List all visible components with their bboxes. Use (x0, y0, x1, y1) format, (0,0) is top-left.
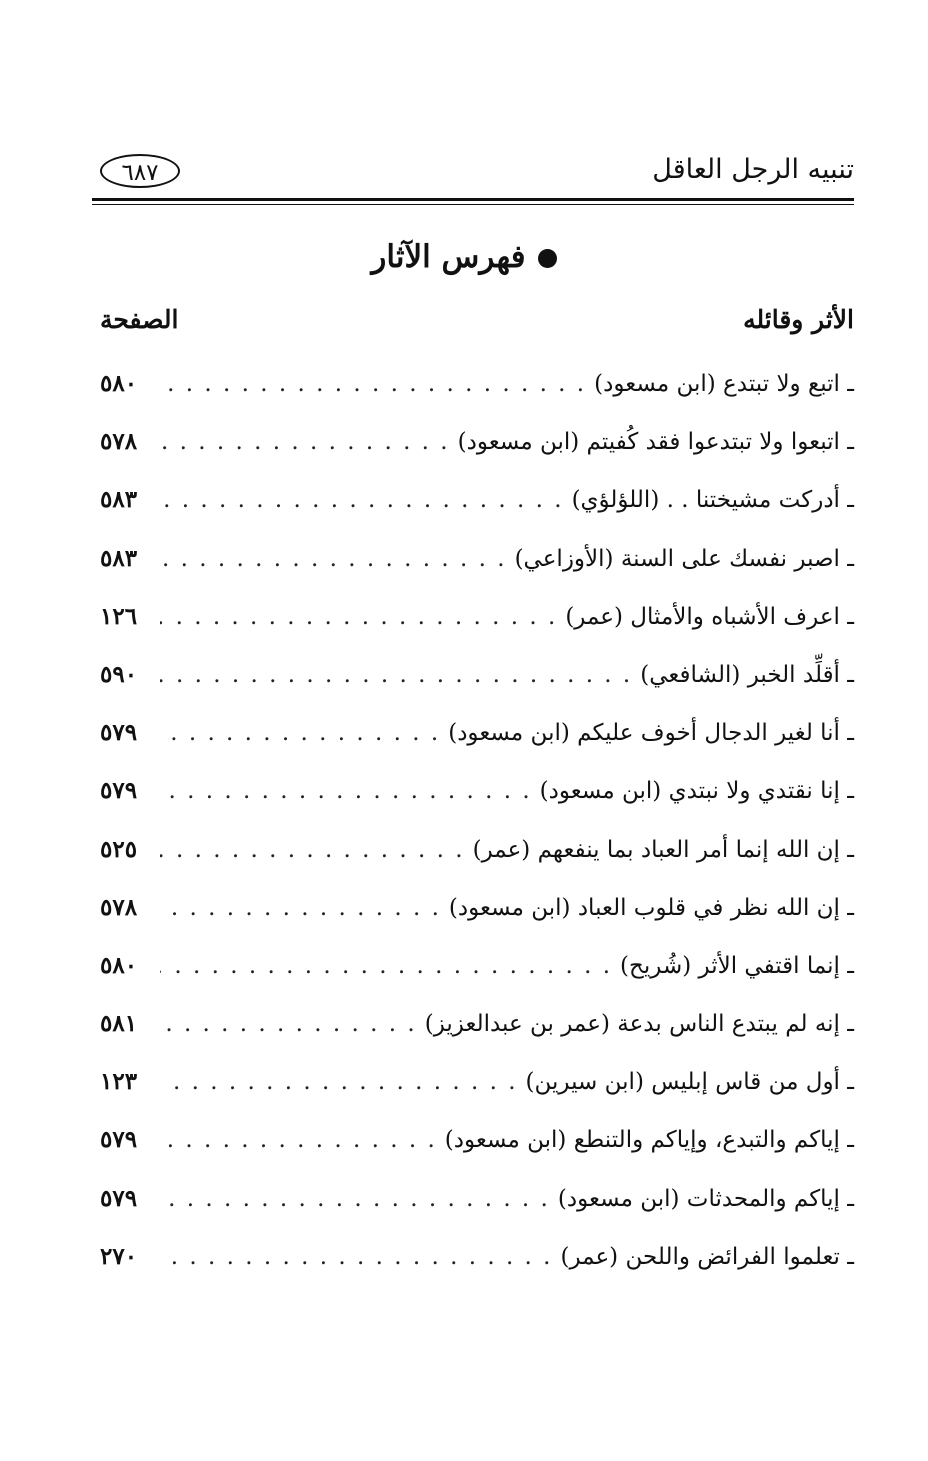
entry-text: ـ أدركت مشيختنا . . (اللؤلؤي) (571, 487, 854, 514)
index-entry (100, 1118, 854, 1176)
column-headings (100, 300, 854, 340)
index-entry (100, 478, 854, 536)
leader-dots (160, 769, 532, 813)
entry-text: ـ اتبع ولا تبتدع (ابن مسعود) (594, 371, 854, 397)
entry-text: ـ إن الله نظر في قلوب العباد (ابن مسعود) (448, 894, 854, 921)
entry-page: ٥٨٣ (100, 544, 138, 572)
running-header (92, 150, 854, 196)
entry-text: ـ اعرف الأشباه والأمثال (عمر) (565, 603, 854, 630)
leader-dots (160, 1060, 518, 1104)
leader-dots (160, 1177, 550, 1221)
entry-page: ٥٩٠ (100, 660, 138, 688)
entry-page: ٥٢٥ (100, 835, 138, 863)
leader-dots (160, 944, 612, 988)
leader-dots (160, 886, 441, 930)
athar-index-list (100, 362, 854, 1293)
index-entry (100, 886, 854, 944)
index-entry (100, 1177, 854, 1235)
page-column-heading: الصفحة (100, 305, 179, 334)
entry-page: ٥٨٣ (100, 486, 138, 514)
leader-dots (160, 595, 557, 639)
index-entry (100, 1002, 854, 1060)
entry-text: ـ اصبر نفسك على السنة (الأوزاعي) (514, 545, 854, 572)
entry-page: ٥٧٩ (100, 1184, 138, 1212)
entry-page: ٥٧٩ (100, 777, 138, 805)
athar-column-heading: الأثر وقائله (743, 305, 854, 334)
entry-page: ٥٧٩ (100, 1126, 138, 1154)
leader-dots (160, 1235, 553, 1279)
index-entry (100, 595, 854, 653)
index-entry (100, 362, 854, 420)
entry-text: ـ إياكم والمحدثات (ابن مسعود) (557, 1185, 854, 1212)
entry-page: ١٢٦ (100, 602, 138, 630)
entry-text: ـ اتبعوا ولا تبتدعوا فقد كُفيتم (ابن مسعود) (457, 429, 854, 456)
index-entry (100, 420, 854, 478)
bullet-icon (538, 249, 557, 268)
header-rule (92, 198, 854, 201)
index-entry (100, 1235, 854, 1293)
leader-dots (160, 1002, 417, 1046)
entry-page: ٥٧٨ (100, 428, 138, 456)
index-entry (100, 1060, 854, 1118)
leader-dots (160, 537, 507, 581)
entry-page: ١٢٣ (100, 1068, 138, 1096)
index-entry (100, 653, 854, 711)
leader-dots (160, 1118, 437, 1162)
leader-dots (160, 653, 632, 697)
book-title: تنبيه الرجل العاقل (652, 154, 854, 185)
index-entry (100, 944, 854, 1002)
header-rule-thin (92, 204, 854, 205)
leader-dots (160, 362, 586, 406)
leader-dots (160, 420, 450, 464)
entry-text: ـ إنه لم يبتدع الناس بدعة (عمر بن عبدالعزيز) (424, 1011, 854, 1038)
entry-page: ٥٧٩ (100, 719, 138, 747)
entry-text: ـ إياكم والتبدع، وإياكم والتنطع (ابن مسعود) (444, 1127, 854, 1154)
entry-text: ـ أول من قاس إبليس (ابن سيرين) (525, 1069, 854, 1096)
entry-text: ـ إنا نقتدي ولا نبتدي (ابن مسعود) (539, 778, 854, 805)
index-entry (100, 769, 854, 827)
leader-dots (160, 711, 440, 755)
entry-text: ـ إنما اقتفي الأثر (شُريح) (620, 952, 854, 979)
entry-text: ـ تعلموا الفرائض واللحن (عمر) (560, 1243, 854, 1270)
index-entry (100, 537, 854, 595)
entry-page: ٥٨١ (100, 1010, 138, 1038)
section-title-text: فهرس الآثار (371, 239, 526, 275)
entry-text: ـ أنا لغير الدجال أخوف عليكم (ابن مسعود) (448, 720, 854, 747)
entry-text: ـ إن الله إنما أمر العباد بما ينفعهم (عمر) (472, 836, 854, 863)
section-title (0, 235, 928, 279)
index-entry (100, 828, 854, 886)
page-number: ٦٨٧ (100, 154, 180, 188)
entry-page: ٥٧٨ (100, 893, 138, 921)
entry-page: ٥٨٠ (100, 951, 138, 979)
entry-page: ٥٨٠ (100, 370, 138, 397)
index-entry (100, 711, 854, 769)
leader-dots (160, 478, 564, 522)
entry-text: ـ أقلِّد الخبر (الشافعي) (640, 661, 854, 688)
entry-page: ٢٧٠ (100, 1242, 138, 1270)
leader-dots (160, 828, 465, 872)
